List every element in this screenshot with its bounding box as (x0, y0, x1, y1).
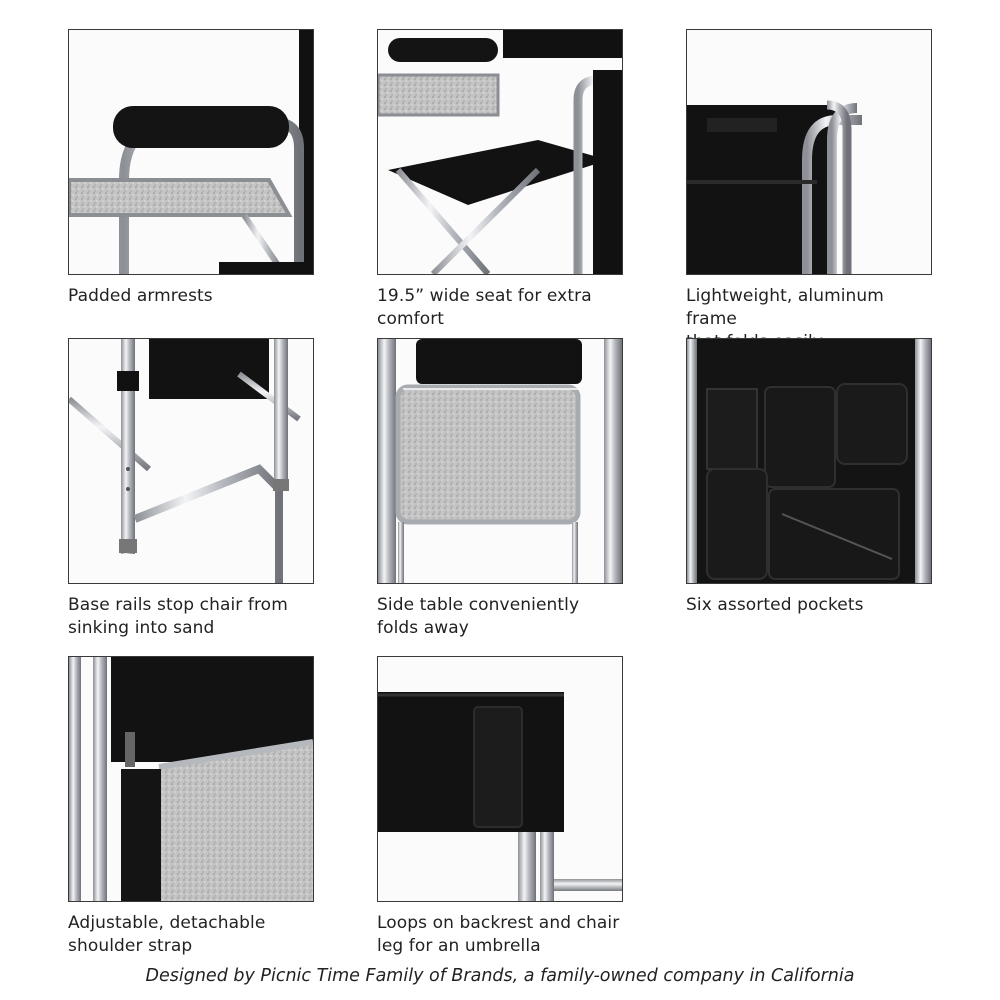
caption: Six assorted pockets (686, 595, 864, 615)
caption: Base rails stop chair from sinking into sand (68, 595, 288, 638)
feature-panel-armrests (68, 29, 314, 308)
caption: Padded armrests (68, 286, 213, 306)
footer-credit: Designed by Picnic Time Family of Brands, a family-owned company in California (145, 966, 855, 986)
caption: Lightweight, aluminum frame (686, 286, 884, 329)
caption: Loops on backrest and chair leg for an umbrella (377, 913, 620, 956)
umbrella-loops-photo (377, 656, 623, 902)
shoulder-strap-photo (68, 656, 314, 902)
side-table-photo (377, 338, 623, 584)
caption: 19.5” wide seat for extra comfort (377, 286, 592, 329)
feature-panel-side-table (377, 338, 623, 640)
armrest-photo (68, 29, 314, 275)
feature-panel-frame (686, 29, 932, 354)
caption: Adjustable, detachable shoulder strap (68, 913, 266, 956)
feature-panel-seat (377, 29, 623, 331)
feature-panel-shoulder-strap (68, 656, 314, 958)
frame-photo (686, 29, 932, 275)
caption: Side table conveniently folds away (377, 595, 580, 638)
feature-panel-base-rails (68, 338, 314, 640)
pockets-photo (686, 338, 932, 584)
feature-panel-pockets (686, 338, 932, 617)
feature-panel-umbrella-loops (377, 656, 623, 958)
seat-photo (377, 29, 623, 275)
base-rails-photo (68, 338, 314, 584)
